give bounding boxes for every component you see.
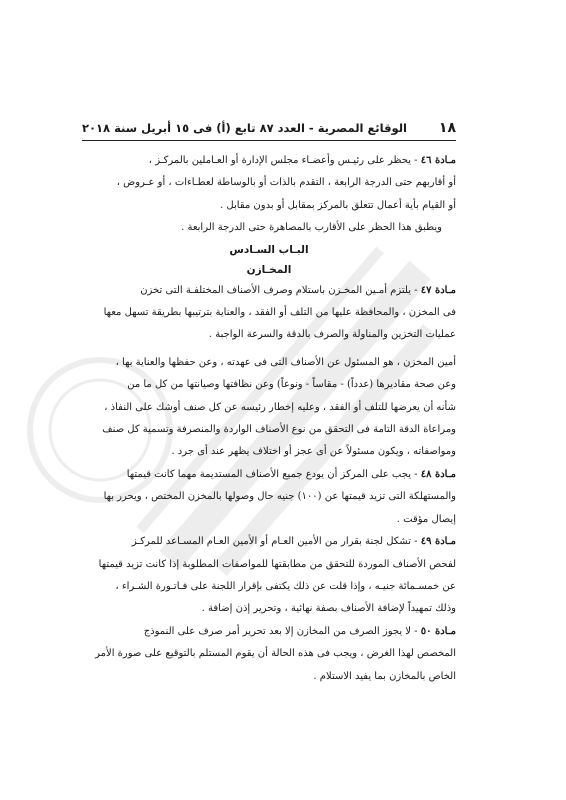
document-page — [82, 120, 456, 689]
page-header — [82, 120, 456, 141]
article-47-label: مـادة ٤٧ — [420, 284, 456, 296]
article-46-line: أو القيام بأية أعمال تتعلق بالمركز بمقابل أو بدون مقابل . — [220, 199, 456, 211]
article-47-line: ومراعاة الدقة التامة فى التحقق من نوع الأصناف الواردة والمنصرفة وتسمية كل صنف — [102, 424, 456, 436]
article-50 — [82, 622, 456, 686]
article-48-label: مـادة ٤٨ — [420, 468, 456, 480]
article-48-line: إيصال مؤقت . — [396, 513, 456, 525]
article-50-label: مـادة ٥٠ — [420, 625, 456, 637]
article-47-line: عمليات التخزين والمناولة والصرف بالدقة والسرعة الواجبة . — [208, 329, 456, 341]
article-46-line: مـادة ٤٦ - يحظر على رئيـس وأعضـاء مجلس الإدارة أو العـاملين بالمركـز ، — [148, 155, 456, 166]
chapter-title: البـاب السـادس — [229, 243, 309, 256]
article-49-line: وذلك تمهيداً لإضافة الأصناف بصفة نهائية ، وتحرير إذن إضافة . — [201, 603, 456, 615]
article-46-line: أو أقاربهم حتى الدرجة الرابعة ، التقدم بالذات أو بالوساطة لعطـاءات ، أو عـروض ، — [116, 177, 456, 189]
article-46-label: مـادة ٤٦ — [420, 155, 456, 166]
article-49-line: مـادة ٤٩ - تشكل لجنة بقرار من الأمين العـام أو الأمين العـام المسـاعد للمركـز — [131, 536, 456, 548]
article-47-line: أمين المخزن ، هو المسئول عن الأصناف التى فى عهدته ، وعن حفظها والعناية بها ، — [115, 356, 456, 368]
article-47-line: مـادة ٤٧ - يلتزم أمـين المخـزن باستلام وصرف الأصناف المختلفـة التى تخزن — [140, 284, 456, 296]
page-number: ١٨ — [438, 120, 456, 136]
article-46 — [82, 151, 456, 238]
article-49-line: لفحص الأصناف الموردة للتحقق من مطابقتها للمواصفات المطلوبة إذا كانت تزيد قيمتها — [98, 558, 456, 570]
article-49-line: عن خمسـمائة جنيـه ، وإذا قلت عن ذلك يكتفى بإقرار اللجنة على فـاتـورة الشـراء ، — [115, 580, 456, 592]
article-47 — [82, 281, 456, 462]
article-49 — [82, 532, 456, 619]
article-50-line: الخاص بالمخازن بما يفيد الاستلام . — [313, 670, 456, 682]
article-47-line: ومواصفاته ، ويكون مسئولاً عن أى عجز أو اختلاف يظهر عند أى جرد . — [171, 446, 456, 458]
article-47-line: فى المخزن ، والمحافظة عليها من التلف أو الفقد ، والعناية بترتيبها بطريقة تسهل معها — [103, 307, 456, 319]
article-50-line: المخصص لهذا الغرض ، ويجب فى هذه الحالة أن يقوم المستلم بالتوقيع على صورة الأمر — [95, 648, 456, 660]
article-46-line: ويطبق هذا الحظر على الأقارب بالمصاهرة حتى الدرجة الرابعة . — [181, 222, 442, 234]
article-50-line: مـادة ٥٠ - لا يجوز الصرف من المخازن إلا بعد تحرير أمر صرف على النموذج — [143, 625, 456, 637]
article-48 — [82, 465, 456, 529]
chapter-subtitle: المخـازن — [246, 263, 292, 276]
article-48-line: والمستهلكة التى تزيد قيمتها عن (١٠٠) جنيه حال وصولها بالمخزن المختص ، ويحرر بها — [103, 491, 456, 503]
article-47-line: شأنه أن يعرضها للتلف أو الفقد ، وعليه إخطار رئيسه عن كل صنف أوشك على النفاذ ، — [104, 401, 456, 413]
article-49-label: مـادة ٤٩ — [420, 536, 456, 548]
article-47-line: وعن صحة مقاديرها (عدداً) - مقاساً - ونوعاً) وعن نظافتها وصيانتها من كل ما من — [127, 379, 456, 391]
article-48-line: مـادة ٤٨ - يجب على المركز أن يودع جميع الأصناف المستديمة مهما كانت قيمتها — [126, 468, 456, 480]
gazette-title: الوقائع المصرية - العدد ٨٧ تابع (أ) فى ١٥ أبريل سنة ٢٠١٨ — [82, 121, 407, 135]
